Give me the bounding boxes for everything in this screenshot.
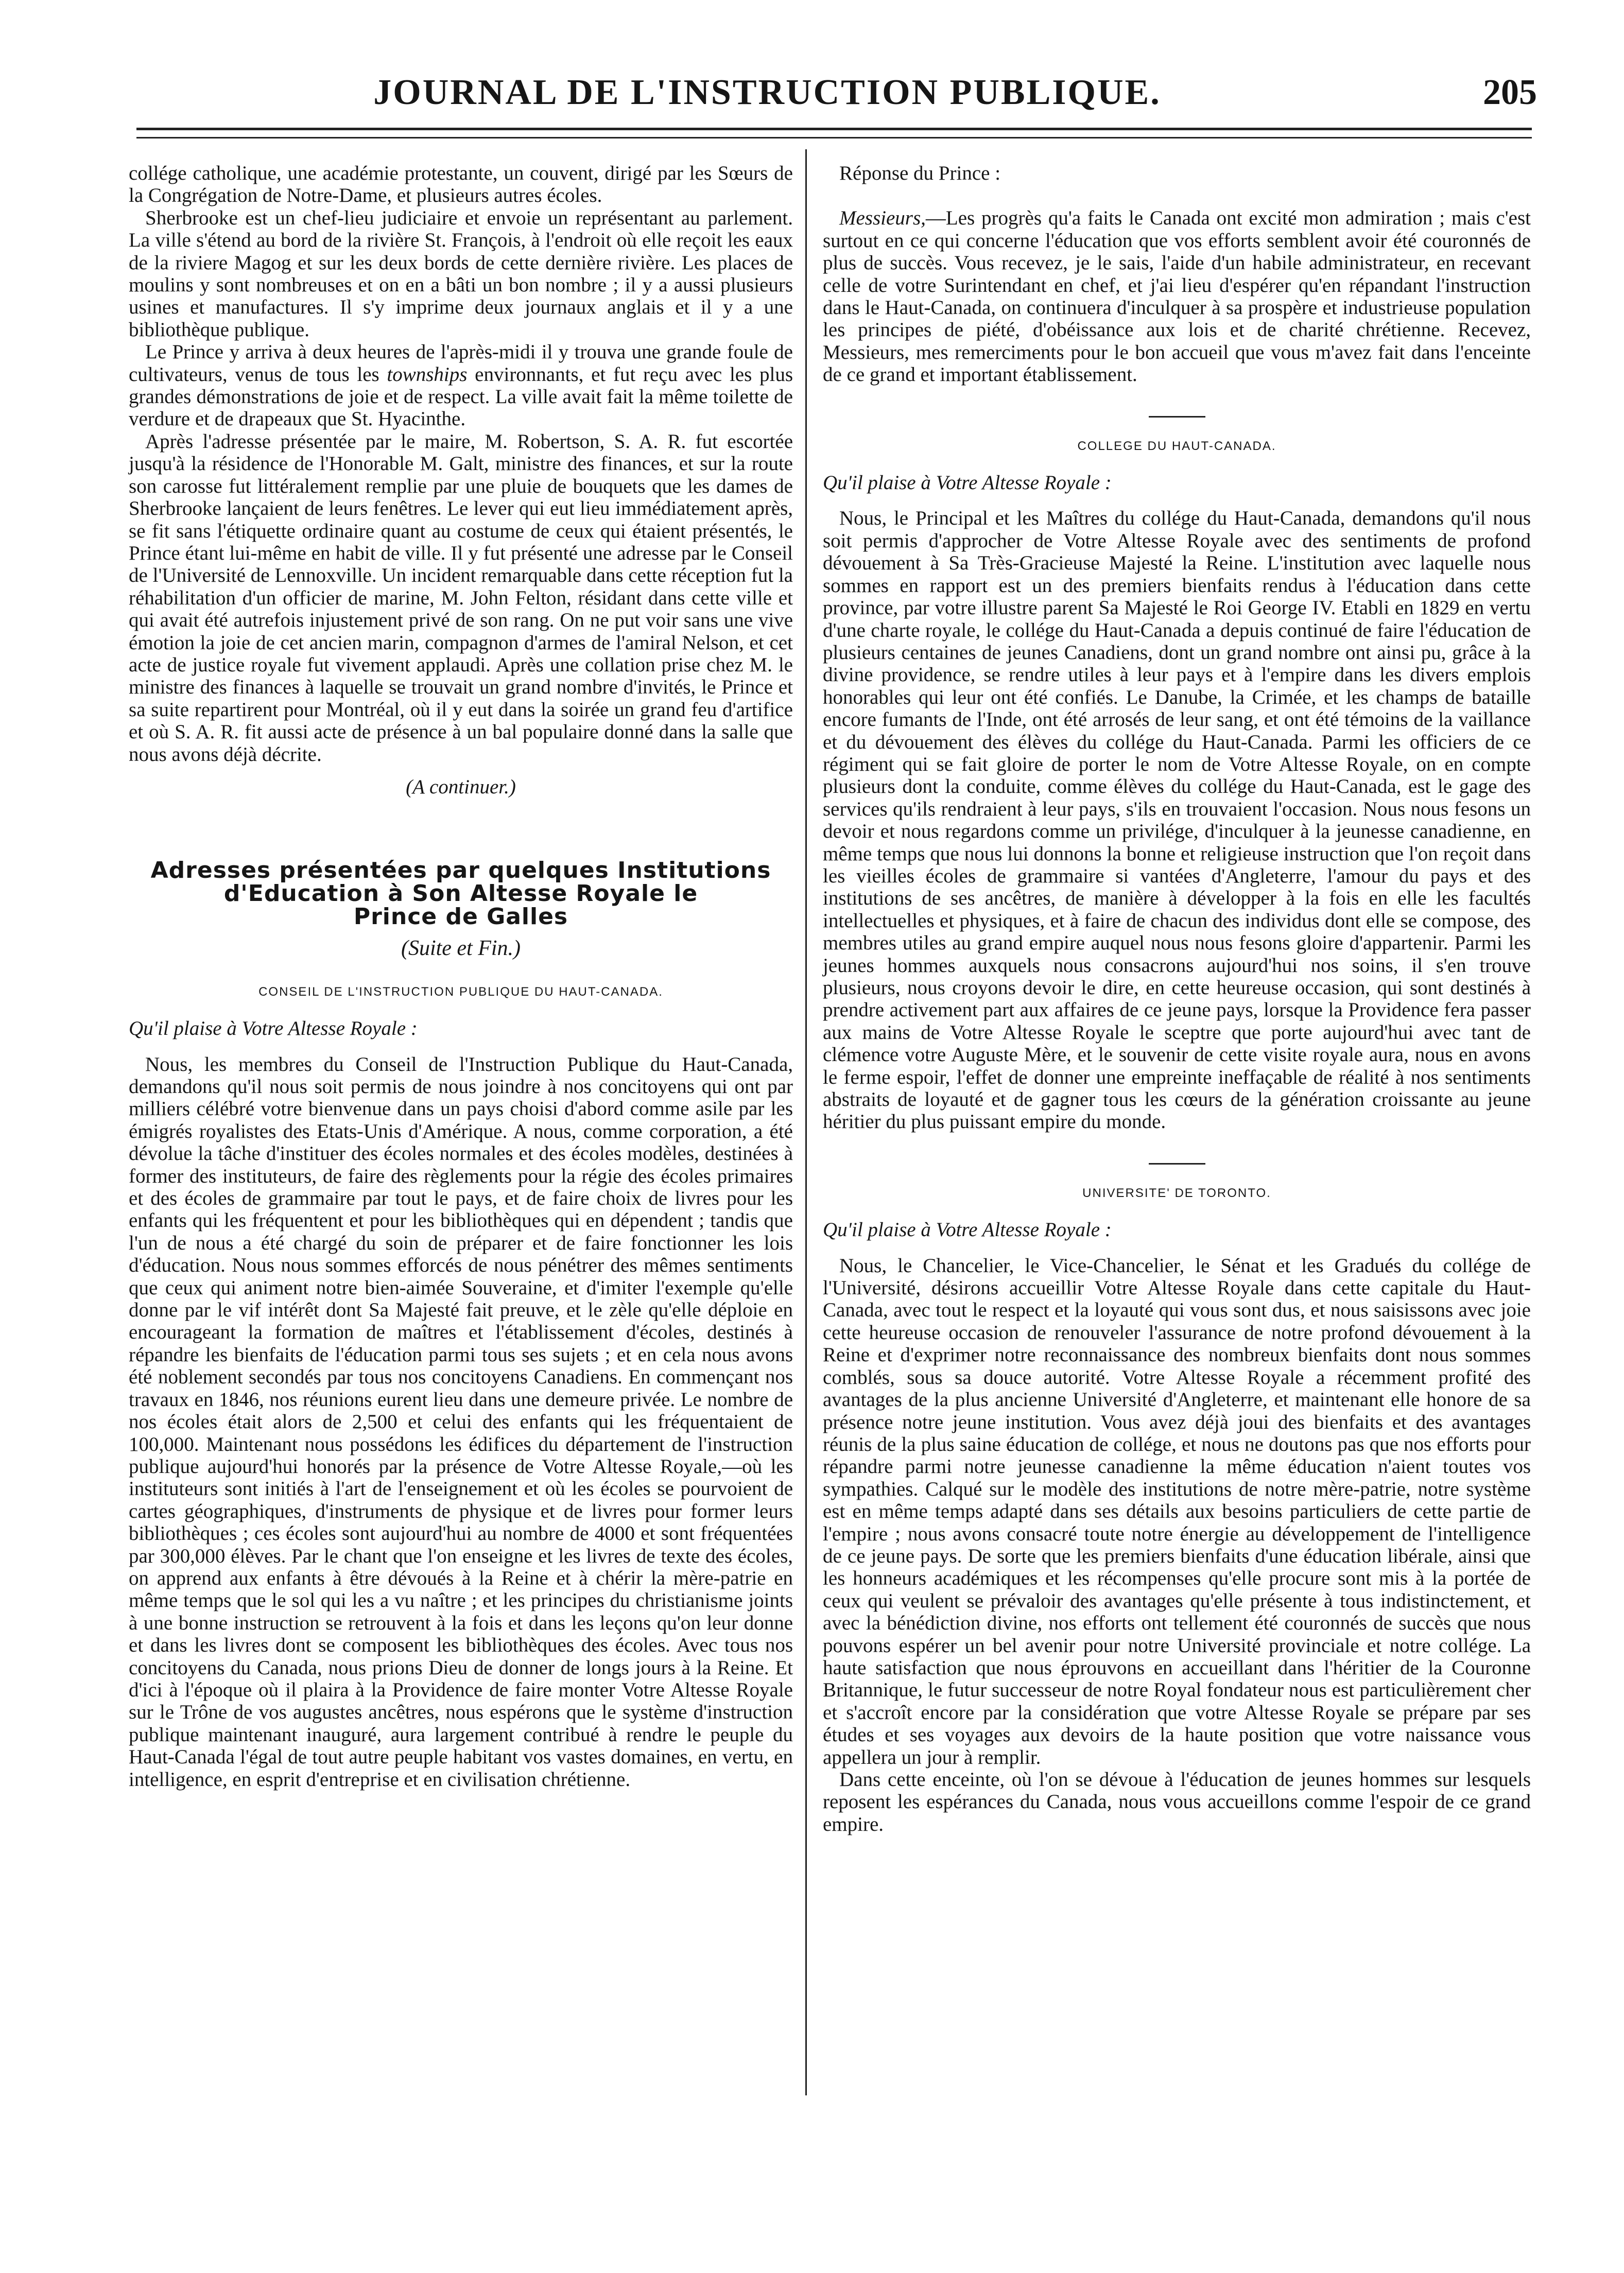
right-column [823, 162, 1531, 1835]
journal-title: JOURNAL DE L'INSTRUCTION PUBLIQUE. [373, 73, 1161, 112]
reponse-paragraph [823, 207, 1531, 386]
conseil-salutation: Qu'il plaise à Votre Altesse Royale : [129, 1017, 418, 1040]
section-separator-2 [1149, 1163, 1205, 1165]
universite-closing: Dans cette enceinte, où l'on se dévoue à l'éducation de jeunes hommes sur lesquels reposent les espérances du Canada, nous vous accueillons comme l'espoir de ce grand empire. [823, 1768, 1531, 1835]
section-title-line-2: d'Education à Son Altesse Royale le [223, 880, 698, 907]
college-salutation: Qu'il plaise à Votre Altesse Royale : [823, 472, 1112, 494]
column-divider [805, 149, 807, 2095]
college-heading: COLLEGE DU HAUT-CANADA. [1077, 439, 1276, 453]
reponse-heading: Réponse du Prince : [839, 162, 1001, 184]
universite-heading: UNIVERSITE' DE TORONTO. [1082, 1186, 1271, 1200]
paragraph-prince-arrival-start: Le Prince y arriva à deux heures de l'après-midi il y trouva une grande foule de cultivateurs, venus de tous les [129, 341, 793, 386]
section-title-line-1: Adresses présentées par quelques Institutions [150, 857, 771, 884]
header-rule-thin [136, 137, 1532, 138]
conseil-heading: CONSEIL DE L'INSTRUCTION PUBLIQUE DU HAUT-CANADA. [258, 984, 663, 999]
reponse-text: —Les progrès qu'a faits le Canada ont excité mon admiration ; mais c'est surtout en ce qui concerne l'éducation que vos efforts semblent avoir été couronnés de plus de succès. Vous recevez, je le sais, l'aide d'un habile administrateur, en recevant celle de votre Surintendant en chef, et j'ai lieu d'espérer qu'en répandant l'instruction dans le Haut-Canada, on continuera d'inculquer à sa prospère et industrieuse population les principes de piété, d'obéissance aux lois et de charité chrétienne. Recevez, Messieurs, mes remerciments pour le bon accueil que vous m'avez fait dans l'enceinte de ce grand et important établissement. [823, 207, 1531, 386]
paragraph-reception: Après l'adresse présentée par le maire, M. Robertson, S. A. R. fut escortée jusqu'à la résidence de l'Honorable M. Galt, ministre des finances, et sur la route son carosse fut littéralement remplie par une pluie de bouquets que les dames de Sherbrooke lançaient de leurs fenêtres. Le lever qui eut lieu immédiatement après, se fit sans l'étiquette ordinaire quant au costume de ceux qui étaient présentés, le Prince étant lui-même en habit de ville. Il y fut présenté une adresse par le Conseil de l'Université de Lennoxville. Un incident remarquable dans cette réception fut la réhabilitation d'un officier de marine, M. John Felton, résidant dans cette ville et qui avait été autrefois injustement privé de son rang. On ne put voir sans une vive émotion la joie de cet ancien marin, compagnon d'armes de l'amiral Nelson, et cet acte de justice royale fut vivement applaudi. Après une collation prise chez M. le ministre des finances à laquelle se trouvait un grand nombre d'invités, le Prince et sa suite repartirent pour Montréal, où il y eut dans la soirée un grand feu d'artifice et où S. A. R. fit aussi acte de présence à un bal populaire donné dans la salle que nous avons déjà décrite. [129, 430, 793, 766]
college-address: Nous, le Principal et les Maîtres du collége du Haut-Canada, demandons qu'il nous soit permis d'approcher de Votre Altesse Royale avec des sentiments de profond dévouement à Sa Très-Gracieuse Majesté la Reine. L'institution avec laquelle nous sommes en rapport est un des premiers bienfaits rendus à l'éducation dans cette province, par votre illustre parent Sa Majesté le Roi George IV. Etabli en 1829 en vertu d'une charte royale, le collége du Haut-Canada a depuis continué de faire l'éducation de plusieurs centaines de jeunes Canadiens, dont un grand nombre ont ainsi pu, grâce à la divine providence, se rendre utiles à leur pays et à l'empire dans les divers emplois honorables qui leur ont été confiés. Le Danube, la Crimée, et les champs de bataille encore fumants de l'Inde, ont été arrosés de leur sang, et ont été témoins de la vaillance et du dévouement des élèves du collége du Haut-Canada. Parmi les officiers de ce régiment qui se fait gloire de porter le nom de Votre Altesse Royale, on en compte plusieurs dont la conduite, comme élèves du collége du Haut-Canada, est le gage des services qu'ils rendraient à leur pays, s'ils en trouvaient l'occasion. Nous nous fesons un devoir et nous regardons comme un privilége, d'inculquer à la jeunesse canadienne, en même temps que nous lui donnons la bonne et religieuse instruction que l'on reçoit dans les vieilles écoles de grammaire si vantées d'Angleterre, l'amour du pays et des institutions de ses ancêtres, de manière à développer à la fois en elle les facultés intellectuelles et physiques, et à faire de chacun des individus dont elle se compose, des membres utiles au grand empire auquel nous nous fesons gloire d'appartenir. Parmi les jeunes hommes auxquels nous consacrons aujourd'hui nos soins, il s'en trouve plusieurs, nous croyons devoir le dire, en cette heureuse occasion, qui sont destinés à prendre activement part aux affaires de ce jeune pays, lorsque la Providence fera passer aux mains de Votre Altesse Royale le sceptre que porte aujourd'hui avec tant de clémence votre Auguste Mère, et le souvenir de cette visite royale aura, nous en avons le ferme espoir, l'effet de donner une empreinte ineffaçable de réalité à nos sentiments abstraits de loyauté et de gagner tous les cœurs de la génération croissante au jeune héritier du plus puissant empire du monde. [823, 507, 1531, 1133]
left-column [129, 162, 793, 1791]
page-number: 205 [1483, 73, 1537, 112]
section-title [129, 859, 793, 928]
townships-word: townships [387, 363, 468, 386]
universite-address: Nous, le Chancelier, le Vice-Chancelier, le Sénat et les Gradués du collége de l'Université, désirons accueillir Votre Altesse Royale dans cette capitale du Haut-Canada, avec tout le respect et la loyauté qui vous sont dus, et nous saisissons avec joie cette heureuse occasion de renouveler l'assurance de notre profond dévouement à la Reine et d'exprimer notre reconnaissance des nombreux bienfaits dont nous sommes comblés, sous sa douce autorité. Votre Altesse Royale a récemment profité des avantages de la plus ancienne Université d'Angleterre, et maintenant elle honore de sa présence notre jeune institution. Vous avez déjà joui des bienfaits et des avantages réunis de la plus saine éducation de collége, et nous ne doutons pas que nos efforts pour répandre parmi notre jeunesse canadienne la même éducation n'aient toutes vos sympathies. Calqué sur le modèle des institutions de notre mère-patrie, notre système est en même temps adapté dans ses détails aux besoins particuliers de cette partie de l'empire ; nous avons consacré toute notre énergie au développement de l'intelligence de ce jeune pays. De sorte que les premiers bienfaits d'une éducation libérale, ainsi que les honneurs académiques et les récompenses qu'elle procure sont mis à la portée de ceux qui veulent se prévaloir des avantages qu'elle présente à tous indistinctement, et avec la bénédiction divine, nos efforts ont tellement été couronnés de succès que nous pouvons espérer un bel avenir pour notre Université provinciale et notre collége. La haute satisfaction que nous éprouvons en accueillant dans l'héritier de la Couronne Britannique, le futur successeur de notre Royal fondateur nous est particulièrement cher et s'accroît encore par la considération que votre Altesse Royale se prépare par ses études et ses voyages aux devoirs de la haute position que votre naissance vous appellera un jour à remplir. [823, 1254, 1531, 1768]
section-title-line-3: Prince de Galles [353, 904, 568, 930]
header-rule-thick [136, 128, 1532, 130]
suite-et-fin: (Suite et Fin.) [401, 936, 521, 961]
paragraph-sherbrooke: Sherbrooke est un chef-lieu judiciaire et envoie un représentant au parlement. La ville s'étend au bord de la rivière St. François, à l'endroit où elle reçoit les eaux de la riviere Magog et sur les deux bords de cette dernière rivière. Les places de moulins y sont nombreuses et on en a bâti un bon nombre ; il y a aussi plusieurs usines et manufactures. Il s'y imprime deux journaux anglais et il y a une bibliothèque publique. [129, 206, 793, 341]
universite-salutation: Qu'il plaise à Votre Altesse Royale : [823, 1219, 1112, 1241]
paragraph-prince-arrival-end: environnants, et fut reçu avec les plus grandes démonstrations de joie et de respect. La ville avait fait la même toilette de verdure et de drapeaux que St. Hyacinthe. [129, 363, 793, 430]
conseil-address: Nous, les membres du Conseil de l'Instruction Publique du Haut-Canada, demandons qu'il nous soit permis de nous joindre à nos concitoyens qui ont par milliers célébré votre bienvenue dans un pays choisi d'abord comme asile par les émigrés royalistes des Etats-Unis d'Amérique. A nous, comme corporation, a été dévolue la tâche d'instituer des écoles normales et des écoles modèles, destinées à former des instituteurs, de faire des règlements pour la régie des écoles primaires et des écoles de grammaire par tout le pays, et de faire choix de livres pour les enfants qui les fréquentent et pour les bibliothèques qui en dépendent ; tandis que l'un de nous a été chargé du soin de préparer et de faire fonctionner les lois d'éducation. Nous nous sommes efforcés de nous pénétrer des mêmes sentiments que ceux qui animent notre bien-aimée Souveraine, et d'imiter l'exemple qu'elle donne par le vif intérêt dont Sa Majesté fait preuve, et le zèle qu'elle déploie en encourageant la formation de maîtres et l'établissement d'écoles, destinés à répandre les bienfaits de l'éducation parmi tous ses sujets ; et en cela nous avons été noblement secondés par tous nos concitoyens Canadiens. En commençant nos travaux en 1846, nos réunions eurent lieu dans une demeure privée. Le nombre de nos écoles était alors de 2,500 et celui des enfants qui les fréquentaient de 100,000. Maintenant nous possédons les édifices du département de l'instruction publique aujourd'hui honorés par la présence de Votre Altesse Royale,—où les instituteurs sont initiés à l'art de l'enseignement et où les écoles se pourvoient de cartes géographiques, d'instruments de physique et de livres pour former leurs bibliothèques ; ces écoles sont aujourd'hui au nombre de 4000 et sont fréquentées par 300,000 élèves. Par le chant que l'on enseigne et les livres de texte des écoles, on apprend aux enfants à être dévoués à la Reine et à chérir la mère-patrie en même temps que le sol qui les a vu naître ; et les principes du christianisme joints à une bonne instruction se retrouvent à la fois et dans les leçons qu'on leur donne et dans les livres dont se composent les bibliothèques des écoles. Avec tous nos concitoyens du Canada, nous prions Dieu de donner de longs jours à la Reine. Et d'ici à l'époque où il plaira à la Providence de faire monter Votre Altesse Royale sur le Trône de vos augustes ancêtres, nous espérons que le système d'instruction publique maintenant inauguré, aura largement contribué à rendre le peuple du Haut-Canada l'égal de tout autre peuple habitant vos vastes domaines, en vertu, en intelligence, en esprit d'entreprise et en civilisation chrétienne. [129, 1053, 793, 1791]
a-continuer: (A continuer.) [406, 775, 516, 798]
section-separator-1 [1149, 416, 1205, 418]
paragraph-prince-arrival [129, 341, 793, 430]
paragraph-college-catholique: collége catholique, une académie protestante, un couvent, dirigé par les Sœurs de la Congrégation de Notre-Dame, et plusieurs autres écoles. [129, 162, 793, 207]
reponse-messieurs: Messieurs, [839, 207, 926, 230]
